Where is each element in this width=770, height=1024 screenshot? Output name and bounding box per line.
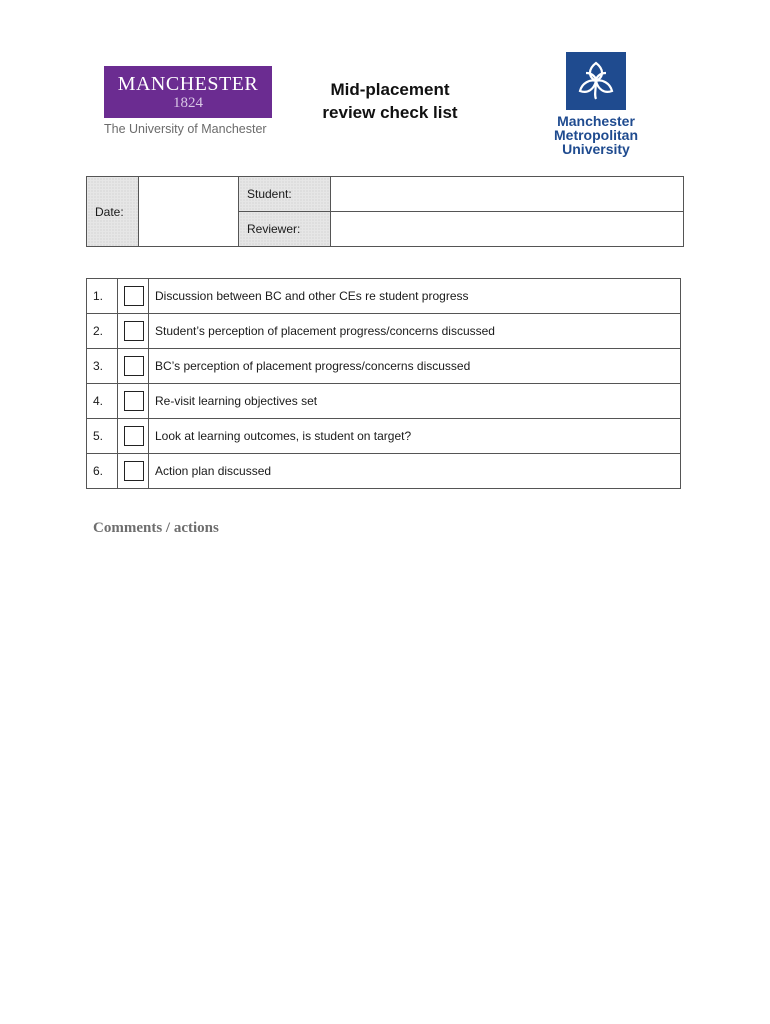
checklist-row (87, 454, 681, 489)
item-checkbox-cell (118, 419, 149, 454)
uom-logo-box (104, 66, 272, 118)
checklist-row (87, 384, 681, 419)
mmu-line-2: Metropolitan (554, 127, 638, 143)
item-checkbox-cell (118, 314, 149, 349)
reviewer-label: Reviewer: (239, 212, 331, 247)
page-title (300, 78, 480, 124)
item-text: Student’s perception of placement progress/concerns discussed (149, 314, 681, 349)
checklist-row (87, 314, 681, 349)
item-checkbox[interactable] (124, 461, 144, 481)
item-checkbox[interactable] (124, 391, 144, 411)
item-number: 3. (87, 349, 118, 384)
uom-logo-subtitle: The University of Manchester (104, 122, 267, 136)
checklist-row (87, 279, 681, 314)
item-number: 2. (87, 314, 118, 349)
checklist-table (86, 278, 681, 489)
university-of-manchester-logo (104, 66, 276, 136)
item-checkbox-cell (118, 349, 149, 384)
comments-heading: Comments / actions (93, 520, 219, 536)
mmu-line-3: University (562, 141, 630, 157)
checklist-row (87, 349, 681, 384)
uom-logo-name: MANCHESTER (117, 73, 259, 95)
mmu-knot-icon (574, 59, 618, 103)
mmu-logo (540, 52, 652, 156)
date-label: Date: (87, 177, 139, 247)
student-label: Student: (239, 177, 331, 212)
title-line-1: Mid-placement (330, 80, 450, 99)
date-field[interactable] (139, 177, 239, 247)
item-text: Action plan discussed (149, 454, 681, 489)
item-checkbox-cell (118, 279, 149, 314)
item-text: Look at learning outcomes, is student on target? (149, 419, 681, 454)
mmu-badge (566, 52, 626, 110)
item-text: Discussion between BC and other CEs re student progress (149, 279, 681, 314)
item-number: 1. (87, 279, 118, 314)
item-text: Re-visit learning objectives set (149, 384, 681, 419)
mmu-line-1: Manchester (557, 113, 635, 129)
uom-logo-year: 1824 (173, 95, 203, 111)
item-checkbox[interactable] (124, 356, 144, 376)
item-number: 4. (87, 384, 118, 419)
student-field[interactable] (331, 177, 684, 212)
item-checkbox[interactable] (124, 321, 144, 341)
item-checkbox[interactable] (124, 426, 144, 446)
item-number: 6. (87, 454, 118, 489)
item-checkbox-cell (118, 384, 149, 419)
item-text: BC’s perception of placement progress/concerns discussed (149, 349, 681, 384)
item-number: 5. (87, 419, 118, 454)
item-checkbox[interactable] (124, 286, 144, 306)
item-checkbox-cell (118, 454, 149, 489)
checklist-row (87, 419, 681, 454)
title-line-2: review check list (322, 103, 458, 122)
reviewer-field[interactable] (331, 212, 684, 247)
info-table (86, 176, 684, 247)
